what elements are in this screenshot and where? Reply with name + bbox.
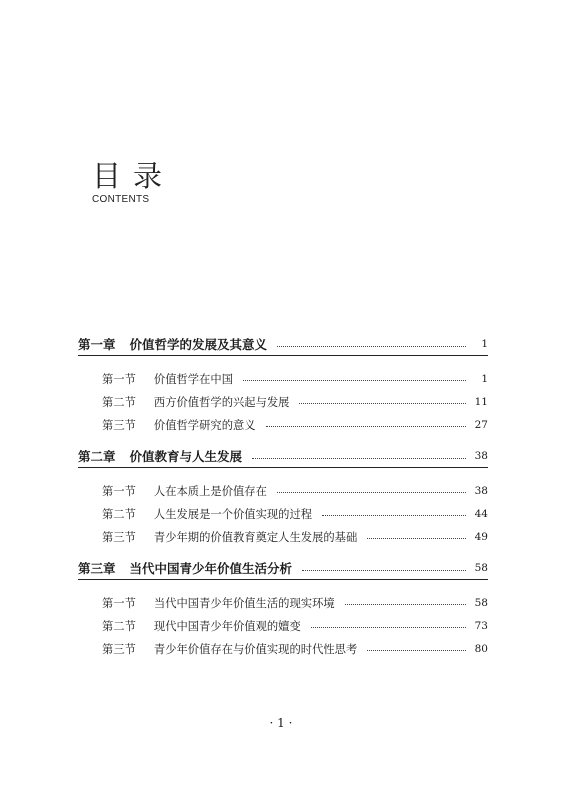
section-number: 第一节 <box>102 484 136 498</box>
chapter-row[interactable] <box>78 557 488 580</box>
dot-leader <box>243 380 466 381</box>
section-row[interactable] <box>78 413 488 436</box>
section-list <box>78 356 488 445</box>
dot-leader <box>311 627 466 628</box>
section-number: 第三节 <box>102 418 136 432</box>
chapter-row[interactable] <box>78 445 488 468</box>
section-row[interactable] <box>78 479 488 502</box>
section-number: 第二节 <box>102 395 136 409</box>
section-number: 第二节 <box>102 507 136 521</box>
dot-leader <box>277 346 466 347</box>
section-title: 现代中国青少年价值观的嬗变 <box>153 619 301 633</box>
section-row[interactable] <box>78 367 488 390</box>
section-number: 第三节 <box>102 530 136 544</box>
chapter-title: 当代中国青少年价值生活分析 <box>129 561 293 576</box>
table-of-contents <box>78 333 488 670</box>
section-title: 西方价值哲学的兴起与发展 <box>153 395 290 409</box>
page-number-footer: · 1 · <box>269 716 293 730</box>
dot-leader <box>277 492 466 493</box>
toc-subtitle: CONTENTS <box>92 194 150 205</box>
section-title: 人在本质上是价值存在 <box>153 484 267 498</box>
section-title: 价值哲学研究的意义 <box>153 418 256 432</box>
dot-leader <box>252 458 466 459</box>
section-title: 当代中国青少年价值生活的现实环境 <box>153 596 335 610</box>
section-page-number: 44 <box>474 507 488 520</box>
section-number: 第一节 <box>102 596 136 610</box>
chapter-page-number: 58 <box>474 562 488 574</box>
chapter-3 <box>78 557 488 670</box>
section-page-number: 1 <box>481 372 488 385</box>
section-page-number: 80 <box>474 642 488 655</box>
section-title: 青少年价值存在与价值实现的时代性思考 <box>153 642 358 656</box>
section-title: 人生发展是一个价值实现的过程 <box>153 507 313 521</box>
section-list <box>78 580 488 670</box>
dot-leader <box>345 604 466 605</box>
section-page-number: 58 <box>474 596 488 609</box>
chapter-number: 第二章 <box>78 449 116 464</box>
section-title: 价值哲学在中国 <box>153 372 233 386</box>
chapter-page-number: 1 <box>481 338 488 350</box>
section-page-number: 38 <box>474 484 488 497</box>
toc-heading <box>92 160 174 205</box>
section-row[interactable] <box>78 591 488 614</box>
chapter-1 <box>78 333 488 445</box>
section-page-number: 73 <box>474 619 488 632</box>
section-list <box>78 468 488 557</box>
section-row[interactable] <box>78 637 488 660</box>
section-number: 第二节 <box>102 619 136 633</box>
dot-leader <box>322 515 466 516</box>
chapter-title: 价值教育与人生发展 <box>129 449 243 464</box>
section-number: 第一节 <box>102 372 136 386</box>
dot-leader <box>367 538 466 539</box>
section-row[interactable] <box>78 525 488 548</box>
chapter-title: 价值哲学的发展及其意义 <box>129 337 268 352</box>
dot-leader <box>367 650 466 651</box>
chapter-number: 第一章 <box>78 337 116 352</box>
section-page-number: 49 <box>474 530 488 543</box>
section-row[interactable] <box>78 614 488 637</box>
dot-leader <box>299 403 466 404</box>
section-row[interactable] <box>78 390 488 413</box>
dot-leader <box>302 570 466 571</box>
section-page-number: 11 <box>474 395 488 408</box>
toc-title: 目录 <box>92 159 175 193</box>
chapter-row[interactable] <box>78 333 488 356</box>
section-title: 青少年期的价值教育奠定人生发展的基础 <box>153 530 358 544</box>
section-page-number: 27 <box>474 418 488 431</box>
chapter-2 <box>78 445 488 557</box>
chapter-number: 第三章 <box>78 561 116 576</box>
chapter-page-number: 38 <box>474 450 488 462</box>
section-row[interactable] <box>78 502 488 525</box>
section-number: 第三节 <box>102 642 136 656</box>
dot-leader <box>266 426 466 427</box>
